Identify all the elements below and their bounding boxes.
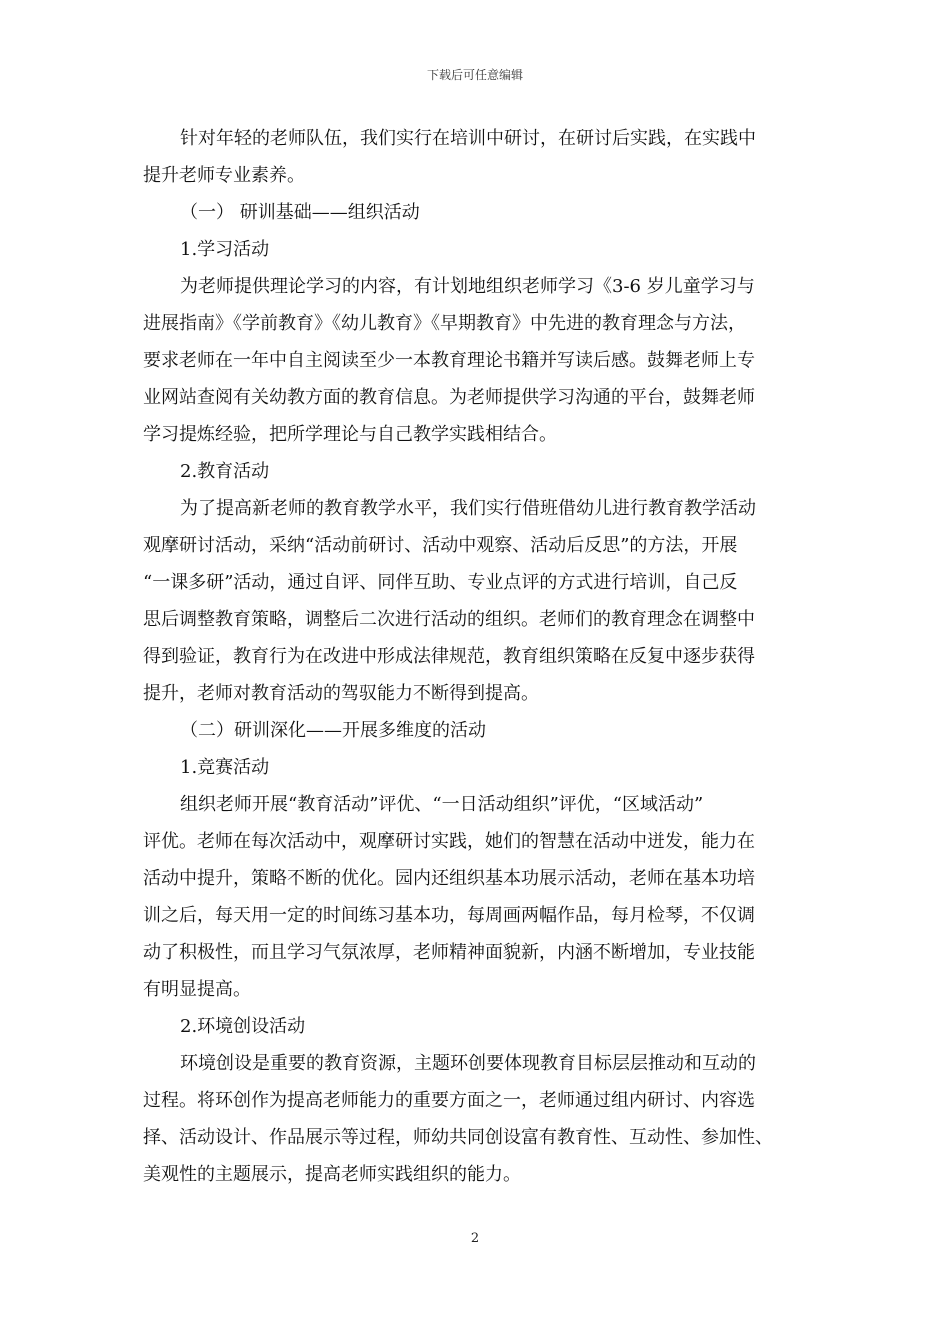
subsection-heading: 1.学习活动 bbox=[180, 239, 270, 260]
paragraph-line: 观摩研讨活动，采纳“活动前研讨、活动中观察、活动后反思”的方法，开展 bbox=[143, 535, 738, 556]
paragraph-line: 组织老师开展“教育活动”评优、“一日活动组织”评优，“区域活动” bbox=[180, 794, 704, 815]
paragraph-line: 训之后，每天用一定的时间练习基本功，每周画两幅作品，每月检琴，不仅调 bbox=[143, 905, 755, 926]
paragraph-line: 得到验证，教育行为在改进中形成法律规范，教育组织策略在反复中逐步获得 bbox=[143, 646, 755, 667]
paragraph-line: 动了积极性，而且学习气氛浓厚，老师精神面貌新，内涵不断增加，专业技能 bbox=[143, 942, 755, 963]
paragraph-line: 业网站查阅有关幼教方面的教育信息。为老师提供学习沟通的平台，鼓舞老师 bbox=[143, 387, 755, 408]
paragraph-line: 有明显提高。 bbox=[143, 979, 251, 1000]
paragraph-line: 提升，老师对教育活动的驾驭能力不断得到提高。 bbox=[143, 683, 539, 704]
page-header: 下载后可任意编辑 bbox=[426, 68, 523, 82]
subsection-heading: 1.竞赛活动 bbox=[180, 757, 270, 778]
paragraph-line: 过程。将环创作为提高老师能力的重要方面之一，老师通过组内研讨、内容选 bbox=[143, 1090, 755, 1111]
paragraph-line: 针对年轻的老师队伍，我们实行在培训中研讨，在研讨后实践，在实践中 bbox=[180, 128, 756, 149]
paragraph-line: 思后调整教育策略，调整后二次进行活动的组织。老师们的教育理念在调整中 bbox=[143, 609, 755, 630]
paragraph-line: 评优。老师在每次活动中，观摩研讨实践，她们的智慧在活动中迸发，能力在 bbox=[143, 831, 755, 852]
page-number: 2 bbox=[470, 1231, 480, 1246]
paragraph-line: 学习提炼经验，把所学理论与自己教学实践相结合。 bbox=[143, 424, 557, 445]
paragraph-line: “一课多研”活动，通过自评、同伴互助、专业点评的方式进行培训，自己反 bbox=[143, 572, 738, 593]
paragraph-line: 择、活动设计、作品展示等过程，师幼共同创设富有教育性、互动性、参加性、 bbox=[143, 1127, 773, 1148]
paragraph-line: 环境创设是重要的教育资源，主题环创要体现教育目标层层推动和互动的 bbox=[180, 1053, 756, 1074]
paragraph-line: 活动中提升，策略不断的优化。园内还组织基本功展示活动，老师在基本功培 bbox=[143, 868, 755, 889]
section-heading: （二）研训深化——开展多维度的活动 bbox=[180, 720, 486, 741]
paragraph-line: 进展指南》《学前教育》《幼儿教育》《早期教育》中先进的教育理念与方法， bbox=[143, 313, 746, 334]
document-body bbox=[143, 120, 808, 1193]
paragraph-line: 要求老师在一年中自主阅读至少一本教育理论书籍并写读后感。鼓舞老师上专 bbox=[143, 350, 755, 371]
paragraph-line: 为老师提供理论学习的内容，有计划地组织老师学习《3-6 岁儿童学习与 bbox=[180, 276, 755, 297]
subsection-heading: 2.环境创设活动 bbox=[180, 1016, 306, 1037]
section-heading: （一） 研训基础——组织活动 bbox=[180, 202, 420, 223]
paragraph-line: 为了提高新老师的教育教学水平，我们实行借班借幼儿进行教育教学活动 bbox=[180, 498, 756, 519]
paragraph-line: 美观性的主题展示，提高老师实践组织的能力。 bbox=[143, 1164, 521, 1185]
paragraph-line: 提升老师专业素养。 bbox=[143, 165, 305, 186]
subsection-heading: 2.教育活动 bbox=[180, 461, 270, 482]
